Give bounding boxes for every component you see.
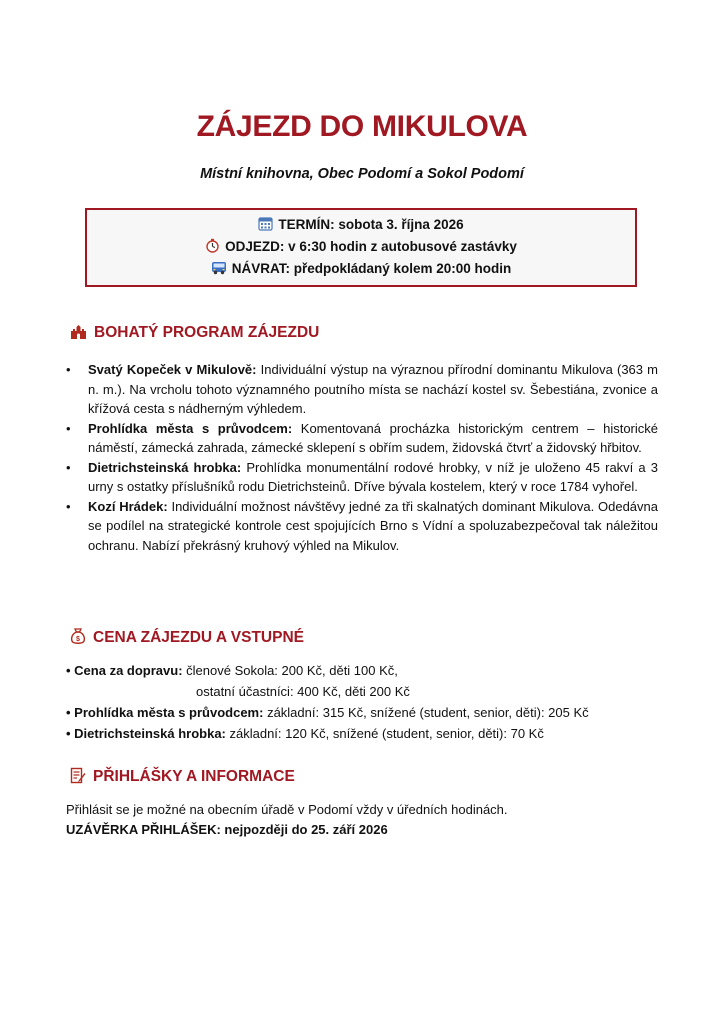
registration-heading <box>70 767 295 789</box>
registration-heading-text: PŘIHLÁŠKY A INFORMACE <box>93 768 295 785</box>
calendar-icon <box>258 216 273 234</box>
info-navrat <box>87 260 635 278</box>
info-navrat-text: NÁVRAT: předpokládaný kolem 20:00 hodin <box>231 261 512 276</box>
list-item: • Dietrichsteinská hrobka: Prohlídka monumentální rodové hrobky, v níž je uloženo 45 rakví a 3 urny s ostatky příslušníků rodu Dietrichsteinů. Dříve bývala kostelem, který v roce 1784 vyhořel. <box>66 458 658 497</box>
info-odjezd-text: ODJEZD: v 6:30 hodin z autobusové zastávky <box>225 239 517 254</box>
list-item: • Prohlídka města s průvodcem: Komentovaná procházka historickým centrem – historické náměstí, zámecká zahrada, zámecké sklepení s obřím sudem, židovská čtvrť a židovský hřbitov. <box>66 419 658 458</box>
svg-text:$: $ <box>76 636 80 643</box>
program-heading <box>70 324 319 345</box>
stopwatch-icon <box>205 238 220 256</box>
registration-text: Přihlásit se je možné na obecním úřadě v Podomí vždy v úředních hodinách. <box>66 802 508 817</box>
trip-info-box <box>85 208 637 287</box>
registration-deadline: UZÁVĚRKA PŘIHLÁŠEK: nejpozději do 25. září 2026 <box>66 822 388 837</box>
form-pen-icon <box>70 767 86 789</box>
info-odjezd <box>87 238 635 256</box>
price-prohlidka: • Prohlídka města s průvodcem: základní: 315 Kč, snížené (student, senior, děti): 205 Kč <box>66 705 589 720</box>
list-item: • Kozí Hrádek: Individuální možnost návštěvy jedné za tři skalnatých dominant Mikulova. Odedávna se podílel na strategické kontrole cest spojujících Brno s Vídní a spoluzabezpečoval tak náležitou ochranu. Nabízí překrásný kruhový výhled na Mikulov. <box>66 497 658 556</box>
prices-heading-text: CENA ZÁJEZDU A VSTUPNÉ <box>93 629 304 646</box>
info-termin <box>87 216 635 234</box>
price-hrobka: • Dietrichsteinská hrobka: základní: 120 Kč, snížené (student, senior, děti): 70 Kč <box>66 726 544 741</box>
page-subtitle: Místní knihovna, Obec Podomí a Sokol Podomí <box>200 166 524 182</box>
prices-heading <box>70 628 304 650</box>
program-list <box>66 360 658 555</box>
castle-icon <box>70 324 87 345</box>
program-heading-text: BOHATÝ PROGRAM ZÁJEZDU <box>94 324 320 341</box>
price-doprava-line2: ostatní účastníci: 400 Kč, děti 200 Kč <box>196 684 410 699</box>
money-bag-icon <box>70 628 86 650</box>
bus-icon <box>211 260 227 278</box>
info-termin-text: TERMÍN: sobota 3. října 2026 <box>278 217 464 232</box>
page-title: ZÁJEZD DO MIKULOVA <box>196 110 528 143</box>
list-item: • Svatý Kopeček v Mikulově: Individuální výstup na výraznou přírodní dominantu Mikulova (363 m n. m.). Na vrcholu tohoto významného poutního místa se nachází kostel sv. Šebestiána, zvonice a křížová cesta s nádherným výhledem. <box>66 360 658 419</box>
price-doprava: • Cena za dopravu: členové Sokola: 200 Kč, děti 100 Kč, <box>66 663 398 678</box>
